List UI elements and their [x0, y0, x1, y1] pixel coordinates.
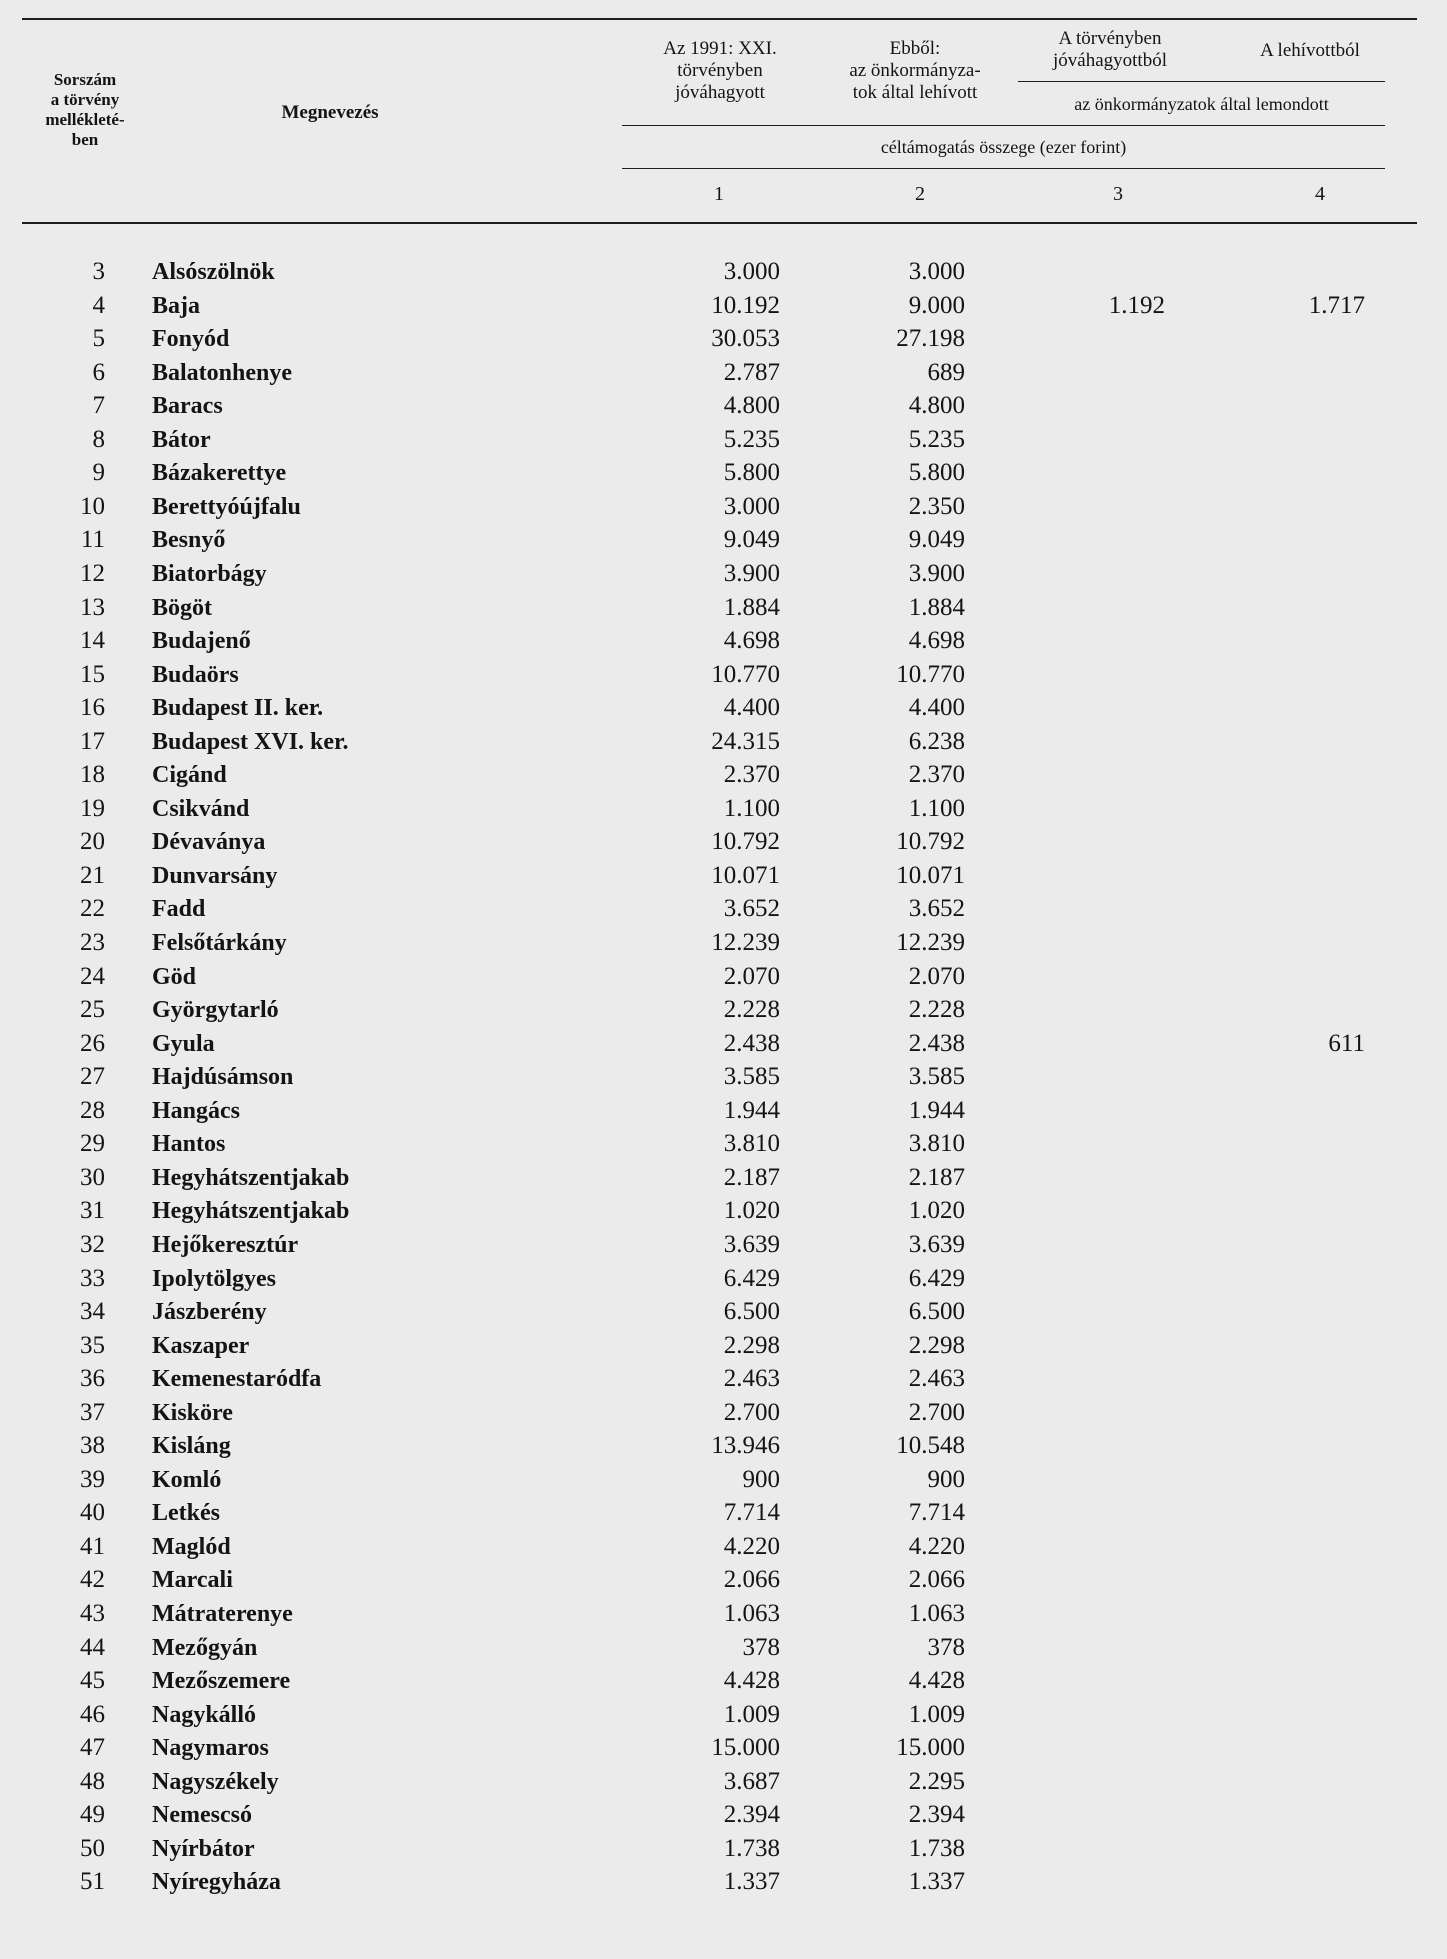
header-col3-line: jóváhagyottból — [1053, 50, 1167, 71]
table-row — [0, 760, 1447, 793]
row-col2-value: 1.063 — [908, 1600, 965, 1627]
row-number: 25 — [80, 996, 105, 1024]
row-name: Budaörs — [152, 661, 239, 688]
row-name: Marcali — [152, 1567, 233, 1594]
row-col2-value: 6.238 — [908, 727, 965, 755]
table-row — [0, 1230, 1447, 1263]
row-col2-value: 2.187 — [908, 1163, 965, 1191]
row-col2-value: 1.738 — [908, 1834, 965, 1862]
row-col1-value: 10.071 — [711, 861, 780, 889]
table-row — [0, 1264, 1447, 1297]
table-row — [0, 660, 1447, 693]
row-number: 37 — [80, 1398, 105, 1426]
row-number: 27 — [80, 1063, 105, 1091]
row-name: Kaszaper — [152, 1332, 250, 1359]
table-row — [0, 492, 1447, 525]
row-col1-value: 1.944 — [723, 1096, 780, 1124]
row-name: Nagykálló — [152, 1701, 257, 1728]
row-number: 3 — [92, 258, 105, 285]
header-lemondott: az önkormányzatok által lemondott — [1074, 94, 1329, 114]
row-col2-value: 1.020 — [908, 1197, 965, 1225]
row-number: 6 — [92, 358, 105, 386]
row-number: 49 — [80, 1801, 105, 1829]
table-row — [0, 1666, 1447, 1699]
row-col2-value: 2.298 — [908, 1331, 965, 1359]
row-number: 48 — [80, 1767, 105, 1795]
row-name: Baracs — [152, 393, 223, 420]
row-number: 11 — [80, 526, 105, 554]
row-number: 32 — [80, 1230, 105, 1258]
row-col1-value: 6.429 — [723, 1264, 780, 1292]
row-number: 31 — [80, 1197, 105, 1225]
table-row — [0, 626, 1447, 659]
header-col2-line: az önkormányza- — [849, 60, 981, 81]
table-row — [0, 559, 1447, 592]
row-name: Budapest XVI. ker. — [152, 728, 349, 755]
header-col2-line: Ebből: — [889, 38, 941, 59]
row-col1-value: 6.500 — [723, 1298, 780, 1326]
row-col2-value: 2.438 — [908, 1029, 965, 1057]
header-col3 — [1025, 28, 1195, 72]
row-col4-value: 611 — [1328, 1029, 1365, 1057]
row-col1-value: 10.192 — [711, 291, 780, 319]
row-col2-value: 1.944 — [908, 1096, 965, 1124]
table-row — [0, 358, 1447, 391]
row-col1-value: 13.946 — [711, 1432, 780, 1460]
row-name: Fadd — [152, 896, 206, 923]
row-number: 35 — [80, 1331, 105, 1359]
header-rule-colnums — [622, 168, 1385, 169]
table-row — [0, 1599, 1447, 1632]
row-number: 46 — [80, 1700, 105, 1728]
row-col1-value: 30.053 — [711, 325, 780, 353]
row-col2-value: 2.700 — [908, 1398, 965, 1426]
row-number: 24 — [80, 962, 105, 990]
row-col2-value: 2.370 — [908, 761, 965, 789]
row-col2-value: 9.049 — [908, 526, 965, 554]
table-row — [0, 593, 1447, 626]
row-col1-value: 4.800 — [723, 392, 780, 420]
row-col1-value: 4.428 — [723, 1667, 780, 1695]
row-col2-value: 15.000 — [896, 1734, 965, 1762]
row-col1-value: 2.700 — [723, 1398, 780, 1426]
row-col1-value: 3.652 — [723, 895, 780, 923]
row-col2-value: 3.639 — [908, 1230, 965, 1258]
row-name: Hegyhátszentjakab — [152, 1198, 350, 1225]
row-col1-value: 3.639 — [723, 1230, 780, 1258]
row-name: Göd — [152, 963, 197, 990]
row-col1-value: 378 — [742, 1633, 780, 1661]
table-row — [0, 1767, 1447, 1800]
row-name: Bátor — [152, 426, 211, 453]
row-number: 23 — [80, 929, 105, 956]
row-col2-value: 2.066 — [908, 1566, 965, 1594]
header-celtamogatas: céltámogatás összege (ezer forint) — [880, 137, 1127, 157]
row-col1-value: 7.714 — [723, 1499, 780, 1527]
row-number: 13 — [80, 593, 105, 621]
row-name: Mezőgyán — [152, 1634, 258, 1661]
row-col2-value: 12.239 — [896, 929, 965, 956]
row-number: 16 — [80, 694, 105, 722]
table-row — [0, 727, 1447, 760]
row-col1-value: 3.585 — [723, 1063, 780, 1091]
row-col1-value: 1.738 — [723, 1834, 780, 1862]
row-col2-value: 27.198 — [896, 325, 965, 353]
row-name: Budajenő — [152, 628, 251, 655]
row-name: Dévaványa — [152, 829, 266, 856]
header-col1-line: jóváhagyott — [675, 82, 765, 103]
row-col1-value: 1.020 — [723, 1197, 780, 1225]
table-row — [0, 525, 1447, 558]
row-col1-value: 3.810 — [723, 1130, 780, 1158]
row-name: Nemescsó — [152, 1802, 252, 1829]
table-row — [0, 1431, 1447, 1464]
row-col2-value: 3.585 — [908, 1063, 965, 1091]
table-row — [0, 291, 1447, 324]
row-number: 15 — [80, 660, 105, 688]
row-name: Besnyő — [152, 527, 226, 554]
row-number: 41 — [80, 1532, 105, 1560]
row-col2-value: 2.295 — [908, 1767, 965, 1795]
row-number: 33 — [80, 1264, 105, 1292]
header-sorszam — [20, 70, 150, 150]
header-megnevezes: Megnevezés — [281, 102, 379, 123]
row-name: Baja — [152, 292, 200, 319]
row-number: 26 — [80, 1029, 105, 1057]
row-col2-value: 2.350 — [908, 492, 965, 520]
row-name: Maglód — [152, 1533, 231, 1560]
row-number: 10 — [80, 492, 105, 520]
table-row — [0, 794, 1447, 827]
row-number: 9 — [92, 459, 105, 487]
row-number: 47 — [80, 1734, 105, 1762]
row-name: Jászberény — [152, 1299, 267, 1326]
table-row — [0, 1398, 1447, 1431]
row-number: 30 — [80, 1163, 105, 1191]
table-row — [0, 827, 1447, 860]
row-number: 28 — [80, 1096, 105, 1124]
row-name: Alsószölnök — [152, 259, 275, 285]
row-name: Ipolytölgyes — [152, 1265, 277, 1292]
row-col1-value: 2.394 — [723, 1801, 780, 1829]
row-name: Komló — [152, 1466, 222, 1493]
row-number: 34 — [80, 1298, 105, 1326]
header-col2 — [825, 38, 1005, 104]
row-name: Bázakerettye — [152, 460, 287, 487]
table-row — [0, 861, 1447, 894]
column-number-3: 3 — [1113, 183, 1123, 205]
row-number: 42 — [80, 1566, 105, 1594]
row-number: 7 — [92, 392, 105, 420]
table-row — [0, 894, 1447, 927]
table-row — [0, 1700, 1447, 1733]
table-row — [0, 1834, 1447, 1867]
table-row — [0, 1565, 1447, 1598]
row-col2-value: 2.070 — [908, 962, 965, 990]
row-col1-value: 2.298 — [723, 1331, 780, 1359]
row-col2-value: 2.463 — [908, 1365, 965, 1393]
table-row — [0, 1364, 1447, 1397]
row-name: Budapest II. ker. — [152, 695, 324, 722]
row-name: Hegyhátszentjakab — [152, 1164, 350, 1191]
row-number: 20 — [80, 828, 105, 856]
row-name: Nagyszékely — [152, 1768, 279, 1795]
row-name: Hajdúsámson — [152, 1064, 294, 1091]
row-col1-value: 9.049 — [723, 526, 780, 554]
table-row — [0, 928, 1447, 961]
row-col2-value: 3.900 — [908, 559, 965, 587]
row-col1-value: 2.187 — [723, 1163, 780, 1191]
row-col4-value: 1.717 — [1308, 291, 1365, 319]
row-col1-value: 900 — [742, 1465, 780, 1493]
row-col2-value: 378 — [927, 1633, 965, 1661]
row-name: Csikvánd — [152, 795, 250, 822]
header-col1 — [635, 38, 805, 104]
row-name: Hejőkeresztúr — [152, 1231, 299, 1258]
row-name: Hangács — [152, 1097, 241, 1124]
row-col2-value: 7.714 — [908, 1499, 965, 1527]
table-row — [0, 1163, 1447, 1196]
column-number-2: 2 — [915, 183, 925, 205]
table-row — [0, 962, 1447, 995]
table-row — [0, 1062, 1447, 1095]
row-col2-value: 5.800 — [908, 459, 965, 487]
row-number: 51 — [80, 1868, 105, 1896]
row-col2-value: 4.400 — [908, 694, 965, 722]
row-name: Nagymaros — [152, 1735, 269, 1762]
row-name: Dunvarsány — [152, 862, 278, 889]
header-col4: A lehívottból — [1260, 40, 1360, 61]
row-number: 4 — [92, 291, 105, 319]
row-col1-value: 5.235 — [723, 425, 780, 453]
row-col1-value: 1.009 — [723, 1700, 780, 1728]
row-col2-value: 9.000 — [908, 291, 965, 319]
row-col2-value: 1.337 — [908, 1868, 965, 1896]
row-col1-value: 3.000 — [723, 258, 780, 285]
header-col3-line: A törvényben — [1058, 28, 1162, 49]
row-col2-value: 5.235 — [908, 425, 965, 453]
header-sorszam-line: ben — [71, 130, 99, 149]
row-col2-value: 4.428 — [908, 1667, 965, 1695]
row-number: 44 — [80, 1633, 105, 1661]
row-number: 38 — [80, 1432, 105, 1460]
table-row — [0, 1029, 1447, 1062]
row-name: Fonyód — [152, 326, 230, 353]
row-col1-value: 1.884 — [723, 593, 780, 621]
row-col2-value: 900 — [927, 1465, 965, 1493]
row-col1-value: 4.698 — [723, 627, 780, 655]
row-number: 18 — [80, 761, 105, 789]
header-sorszam-line: mellékleté- — [45, 110, 125, 129]
row-col2-value: 3.810 — [908, 1130, 965, 1158]
row-col1-value: 2.370 — [723, 761, 780, 789]
row-col3-value: 1.192 — [1108, 291, 1165, 319]
header-col2-line: tok által lehívott — [852, 82, 978, 103]
row-col1-value: 4.400 — [723, 694, 780, 722]
row-col2-value: 4.698 — [908, 627, 965, 655]
row-name: Felsőtárkány — [152, 930, 287, 956]
row-number: 22 — [80, 895, 105, 923]
row-col2-value: 10.770 — [896, 660, 965, 688]
table-row — [0, 995, 1447, 1028]
row-number: 39 — [80, 1465, 105, 1493]
table-row — [0, 1297, 1447, 1330]
row-col2-value: 1.009 — [908, 1700, 965, 1728]
header-sorszam-line: a törvény — [50, 90, 120, 109]
row-col1-value: 5.800 — [723, 459, 780, 487]
table-row — [0, 458, 1447, 491]
header-col1-line: törvényben — [677, 60, 763, 81]
row-col1-value: 1.100 — [723, 794, 780, 822]
table-row — [0, 391, 1447, 424]
row-col2-value: 1.884 — [908, 593, 965, 621]
row-col1-value: 3.687 — [723, 1767, 780, 1795]
header-bottom-rule — [22, 222, 1417, 224]
header-sorszam-line: Sorszám — [53, 70, 117, 89]
row-number: 8 — [92, 425, 105, 453]
column-number-1: 1 — [714, 183, 724, 205]
column-number-4: 4 — [1315, 183, 1325, 205]
row-col1-value: 2.787 — [723, 358, 780, 386]
row-name: Berettyóújfalu — [152, 493, 301, 520]
row-col1-value: 12.239 — [711, 929, 780, 956]
table-row — [0, 1733, 1447, 1766]
table-row — [0, 1129, 1447, 1162]
row-col1-value: 10.792 — [711, 828, 780, 856]
row-col2-value: 4.220 — [908, 1532, 965, 1560]
row-name: Nyírbátor — [152, 1835, 255, 1862]
table-row — [0, 693, 1447, 726]
row-number: 40 — [80, 1499, 105, 1527]
table-row — [0, 1096, 1447, 1129]
row-number: 5 — [92, 325, 105, 353]
row-col2-value: 689 — [927, 358, 965, 386]
header-col1-line: Az 1991: XXI. — [663, 38, 777, 59]
row-name: Hantos — [152, 1131, 226, 1158]
row-col2-value: 3.652 — [908, 895, 965, 923]
top-rule — [22, 18, 1417, 20]
row-name: Kemenestaródfa — [152, 1366, 322, 1393]
row-col2-value: 4.800 — [908, 392, 965, 420]
row-col1-value: 3.000 — [723, 492, 780, 520]
row-col2-value: 3.000 — [908, 258, 965, 285]
row-col2-value: 2.394 — [908, 1801, 965, 1829]
row-col1-value: 2.228 — [723, 996, 780, 1024]
row-col2-value: 10.548 — [896, 1432, 965, 1460]
row-number: 19 — [80, 794, 105, 822]
row-number: 17 — [80, 727, 105, 755]
row-col2-value: 10.792 — [896, 828, 965, 856]
row-name: Cigánd — [152, 762, 227, 789]
row-name: Gyula — [152, 1030, 215, 1057]
table-row — [0, 257, 1447, 290]
row-col2-value: 6.500 — [908, 1298, 965, 1326]
row-col1-value: 4.220 — [723, 1532, 780, 1560]
row-col2-value: 10.071 — [896, 861, 965, 889]
table-row — [0, 1196, 1447, 1229]
row-name: Mátraterenye — [152, 1601, 293, 1627]
row-number: 45 — [80, 1667, 105, 1695]
row-name: Biatorbágy — [152, 560, 267, 587]
row-name: Kisköre — [152, 1399, 233, 1426]
table-row — [0, 1800, 1447, 1833]
row-col2-value: 6.429 — [908, 1264, 965, 1292]
table-row — [0, 1867, 1447, 1900]
header-rule-celtamogatas — [622, 125, 1385, 126]
row-name: Bögöt — [152, 594, 212, 621]
row-number: 14 — [80, 627, 105, 655]
row-col1-value: 2.070 — [723, 962, 780, 990]
row-col1-value: 24.315 — [711, 727, 780, 755]
row-name: Mezőszemere — [152, 1668, 291, 1695]
row-col1-value: 10.770 — [711, 660, 780, 688]
row-name: Letkés — [152, 1500, 220, 1527]
table-row — [0, 1498, 1447, 1531]
table-row — [0, 425, 1447, 458]
row-number: 43 — [80, 1600, 105, 1627]
row-col1-value: 3.900 — [723, 559, 780, 587]
table-row — [0, 324, 1447, 357]
header-rule-lemondott — [1018, 81, 1385, 82]
row-col1-value: 1.063 — [723, 1600, 780, 1627]
table-row — [0, 1532, 1447, 1565]
row-number: 29 — [80, 1130, 105, 1158]
row-number: 36 — [80, 1365, 105, 1393]
row-number: 12 — [80, 559, 105, 587]
row-name: Györgytarló — [152, 997, 279, 1024]
row-name: Kisláng — [152, 1433, 231, 1460]
row-name: Nyíregyháza — [152, 1869, 281, 1896]
row-col1-value: 2.066 — [723, 1566, 780, 1594]
table-row — [0, 1465, 1447, 1498]
row-col1-value: 2.438 — [723, 1029, 780, 1057]
table-row — [0, 1633, 1447, 1666]
row-col1-value: 15.000 — [711, 1734, 780, 1762]
row-col2-value: 1.100 — [908, 794, 965, 822]
table-row — [0, 1331, 1447, 1364]
row-col2-value: 2.228 — [908, 996, 965, 1024]
row-name: Balatonhenye — [152, 359, 293, 386]
row-number: 50 — [80, 1834, 105, 1862]
row-col1-value: 2.463 — [723, 1365, 780, 1393]
row-col1-value: 1.337 — [723, 1868, 780, 1896]
row-number: 21 — [80, 861, 105, 889]
